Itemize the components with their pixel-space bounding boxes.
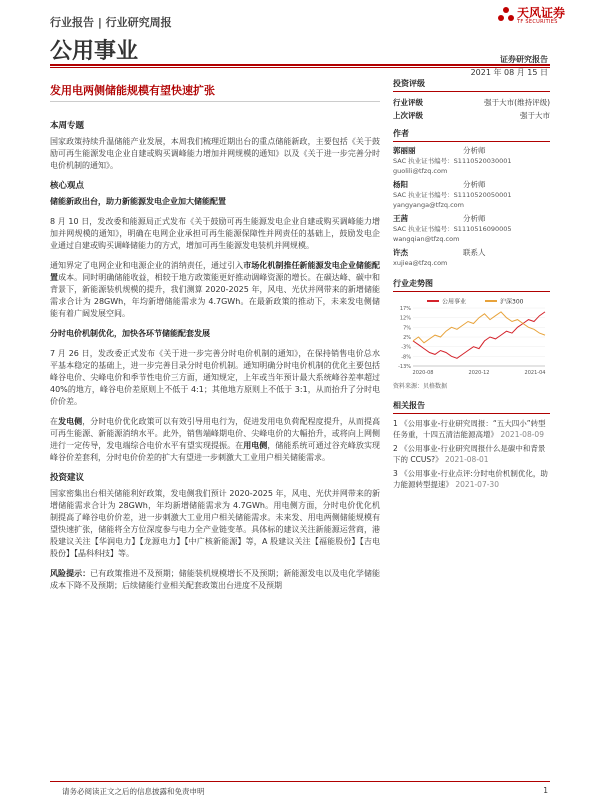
risk-text: 已有政策推进不及预期；储能装机规模增长不及预期；新能源发电以及电化学储能成本下降不及预期；后续储能行业相关配套政策出台进度不及预期	[50, 569, 380, 590]
related-report-date: 2021-08-01	[444, 455, 489, 464]
related-report-0[interactable]	[393, 418, 550, 440]
report-category: 行业报告 | 行业研究周报	[50, 16, 172, 29]
analyst-email[interactable]: yangyanga@tfzq.com	[393, 201, 464, 209]
analyst-1	[393, 180, 550, 210]
related-report-date: 2021-07-30	[455, 480, 499, 489]
analyst-sac: SAC 执业证书编号：S1110516090005	[393, 225, 512, 233]
related-report-1[interactable]	[393, 443, 550, 465]
analyst-role: 联系人	[463, 248, 486, 257]
logo-mark-icon	[497, 6, 515, 24]
x-tick-label: 2020-08	[412, 370, 434, 376]
x-tick-label: 2020-12	[468, 370, 490, 376]
page-number: 1	[543, 786, 548, 795]
legend-label-1: 沪深300	[500, 298, 524, 306]
related-heading: 相关报告	[393, 400, 550, 414]
legend-label-0: 公用事业	[442, 298, 467, 306]
header-rule	[50, 64, 550, 66]
weekly-topic-title: 本周专题	[50, 121, 85, 131]
x-tick-label: 2021-04	[524, 370, 546, 376]
core-paragraph-2-b: 成本。同时明确储能收益，相较于地方政策能更好推动调峰资源的增长。在碳达峰、碳中和背景下，新能源装机规模的提升，我们测算 2020-2025 年，风电、光伏并网带来的新增储能需求合计为 28GWh，年均新增储能需求为 4.7GWh。在最新政策的推动下，未来发电侧储能有着广阔发展空间。	[50, 273, 381, 318]
analyst-0	[393, 146, 550, 176]
trend-heading: 行业走势图	[393, 278, 550, 292]
tou-paragraph-2-b: ，分时电价优化政策可以有效引导用电行为，促进发用电负荷配程度提升，从而提高可再生能源、新能源消纳水平。此外，销售端峰期电价、尖峰电价的大幅抬升，或将向上网侧进行一定传导，发电端综合电价水平有望实现提振。在	[50, 417, 381, 450]
y-tick-label: 7%	[403, 325, 411, 332]
sidebar	[393, 78, 550, 493]
logo-text-cn: 天风证券	[517, 6, 566, 20]
core-paragraph-2-highlight: 市场化机制推任新能源发电企业储能配置	[50, 261, 381, 282]
author-heading: 作者	[393, 128, 550, 142]
analyst-name: 杨阳	[393, 180, 408, 189]
core-subheading: 储能新政出台，助力新能源发电企业加大储能配置	[50, 197, 226, 206]
analyst-role: 分析师	[463, 214, 486, 223]
analyst-role: 分析师	[463, 146, 486, 155]
risk-label: 风险提示：	[50, 569, 91, 578]
chart-source: 资料来源：贝格数据	[393, 383, 448, 390]
report-headline: 发用电两侧储能规模有望快速扩张	[50, 84, 215, 97]
tou-paragraph-1: 7 月 26 日，发改委正式发布《关于进一步完善分时电价机制的通知》，在保持销售电价总水平基本稳定的基础上，进一步完善目录分时电价机制。通知明确分时电价机制的优化主要包括峰谷电价、尖峰电价和季节性电价三方面，通知规定，上年或当年预计最大系统峰谷差率超过 40%的地方，峰谷电价差原则上不低于 4:1；其他地方原则上不低于 3:1，从而抬升了分时电价价差。	[50, 349, 380, 406]
y-tick-label: -8%	[401, 354, 411, 361]
y-tick-label: -3%	[401, 344, 411, 351]
industry-rating-value: 强于大市(维持评级)	[484, 98, 550, 107]
y-tick-label: -13%	[398, 364, 411, 370]
related-report-title[interactable]: 2 《公用事业-行业研究周报什么是碳中和背景下的 CCUS?》	[393, 444, 546, 464]
investment-advice-paragraph: 国家密集出台相关储能利好政策，发电侧我们预计 2020-2025 年，风电、光伏并网带来的新增储能需求合计为 28GWh，年均新增储能需求为 4.7GWh。用电侧方面，分时电价优化机制提高了峰谷电价价差，进一步刺激大工业用户相关储能需求。未来发、用电两侧储能规模有望快速扩张，储能将全方位深度参与电力全产业链变革。具体标的建议关注新能源运营商，港股建议关注【华润电力】【龙源电力】【中广核新能源】等，A 股建议关注【福能股份】【吉电股份】【晶科科技】等。	[50, 489, 380, 558]
industry-rating-label: 行业评级	[393, 98, 423, 107]
last-rating-value: 强于大市	[520, 111, 550, 120]
analyst-2	[393, 214, 550, 244]
risk-warning	[50, 568, 380, 592]
related-report-title[interactable]: 3 《公用事业-行业点评:分时电价机制优化，助力能源转型提速》	[393, 469, 548, 489]
footer-rule	[50, 781, 550, 782]
core-paragraph-1: 8 月 10 日，发改委和能源局正式发布《关于鼓励可再生能源发电企业自建或购买调峰能力增加并网规模的通知》，明确在电网企业承担可再生能源保障性并网责任的基础上，鼓励发电企业通过自建或购买调峰储能力的方式，增加可再生能源发电装机并网规模。	[50, 217, 380, 250]
series-line-0	[413, 312, 545, 358]
tf-securities-logo	[497, 4, 566, 28]
analyst-role: 分析师	[463, 180, 486, 189]
tou-paragraph-2-hl1: 发电侧	[58, 417, 83, 426]
analyst-email[interactable]: wangqian@tfzq.com	[393, 235, 460, 243]
core-paragraph-2	[50, 260, 380, 320]
analyst-sac: SAC 执业证书编号：S1110520050001	[393, 191, 512, 199]
rating-heading: 投资评级	[393, 78, 550, 92]
analyst-3	[393, 248, 550, 268]
headline-divider	[50, 101, 380, 102]
analyst-sac: SAC 执业证书编号：S1110520030001	[393, 157, 512, 165]
main-content	[50, 120, 380, 600]
analyst-list	[393, 146, 550, 268]
analyst-name: 王茜	[393, 214, 408, 223]
sector-title: 公用事业	[50, 39, 139, 64]
investment-advice-title: 投资建议	[50, 473, 85, 483]
core-views-title: 核心观点	[50, 181, 85, 191]
last-rating-row	[393, 109, 550, 122]
tou-paragraph-2-c: ，储能系统可通过谷充峰放实现峰谷价差套利，分时电价价差的扩大有望进一步刺激大工业用户相关储能需求。	[50, 441, 381, 462]
analyst-email[interactable]: xujiea@tfzq.com	[393, 259, 448, 267]
analyst-name: 许杰	[393, 248, 408, 257]
trend-chart	[393, 296, 550, 380]
related-reports	[393, 418, 550, 490]
tou-paragraph-2-hl2: 用电侧	[243, 441, 268, 450]
core-paragraph-2-a: 通知界定了电网企业和电源企业的消纳责任，通过引入	[50, 261, 244, 270]
logo-text-en: TF SECURITIES	[517, 19, 558, 25]
tou-subheading: 分时电价机制优化，加快各环节储能配套发展	[50, 329, 210, 338]
trend-chart-svg	[393, 296, 550, 378]
last-rating-label: 上次评级	[393, 111, 423, 120]
header-rule-thin	[50, 67, 550, 68]
related-report-date: 2021-08-09	[500, 430, 544, 439]
related-report-2[interactable]	[393, 468, 550, 490]
analyst-email[interactable]: guolili@tfzq.com	[393, 167, 448, 175]
weekly-topic-paragraph: 国家政策持续升温储能产业发展，本周我们梳理近期出台的重点储能新政，主要包括《关于鼓励可再生能源发电企业自建或购买调峰能力增加并网规模的通知》以及《关于进一步完善分时电价机制的通知》。	[50, 137, 380, 170]
analyst-name: 郭丽丽	[393, 146, 416, 155]
tou-paragraph-2	[50, 416, 380, 464]
y-tick-label: 17%	[399, 306, 411, 312]
related-report-title[interactable]: 1 《公用事业-行业研究周报：“五大四小”转型任务重，十四五清洁能源高增》	[393, 419, 546, 439]
tou-paragraph-2-a: 在	[50, 417, 59, 426]
report-type: 证券研究报告	[500, 55, 548, 64]
report-date: 2021 年 08 月 15 日	[470, 68, 548, 77]
y-tick-label: 2%	[403, 335, 411, 341]
footer-disclaimer: 请务必阅读正文之后的信息披露和免责申明	[62, 787, 205, 796]
industry-rating-row	[393, 96, 550, 109]
y-tick-label: 12%	[399, 315, 411, 322]
